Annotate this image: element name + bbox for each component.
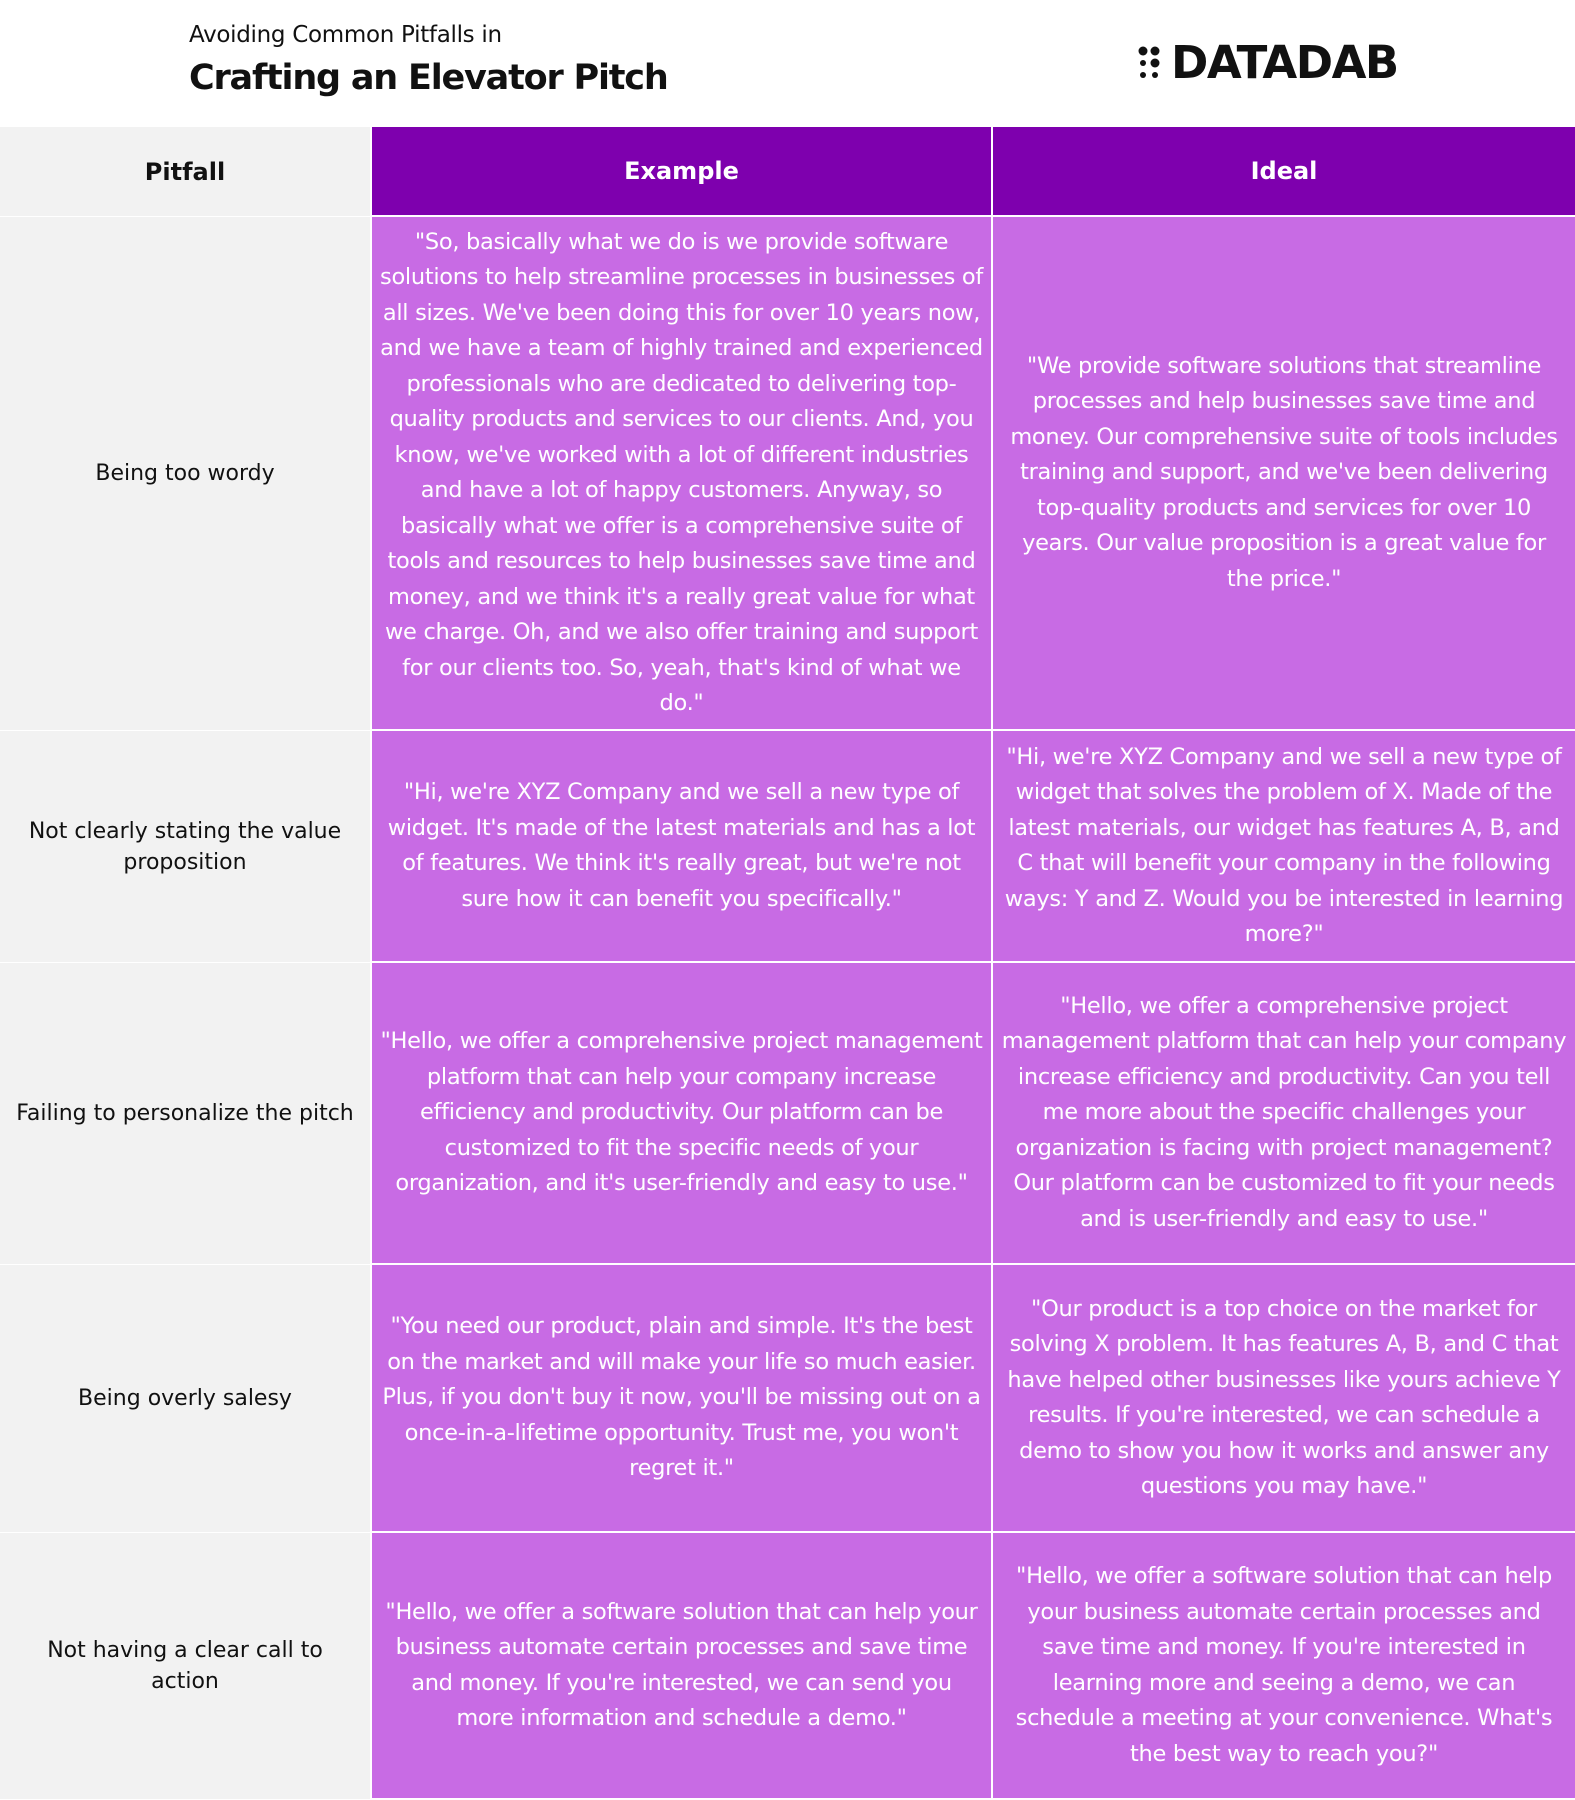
example-cell: "So, basically what we do is we provide software solutions to help streamline processes in businesses of all sizes. We've been doing this for over 10 years now, and we have a team of highly trained and experienced professionals who are dedicated to delivering top-quality products and services to our clients. And, you know, we've worked with a lot of different industries and have a lot of happy customers. Anyway, so basically what we offer is a comprehensive suite of tools and resources to help businesses save time and money, and we think it's a really great value for what we charge. Oh, and we also offer training and support for our clients too. So, yeah, that's kind of what we do."	[370, 217, 991, 731]
column-header-pitfall: Pitfall	[0, 127, 370, 217]
page-header	[0, 0, 1575, 127]
pitfalls-table	[0, 127, 1575, 1800]
example-cell: "Hello, we offer a comprehensive project management platform that can help your company increase efficiency and productivity. Our platform can be customized to fit the specific needs of your organization, and it's user-friendly and easy to use."	[370, 963, 991, 1265]
column-header-ideal: Ideal	[991, 127, 1575, 217]
logo-text: DATADAB	[1171, 36, 1398, 89]
ideal-cell: "We provide software solutions that streamline processes and help businesses save time and money. Our comprehensive suite of tools includes training and support, and we've been delivering top-quality products and services for over 10 years. Our value proposition is a great value for the price."	[991, 217, 1575, 731]
example-cell: "You need our product, plain and simple. It's the best on the market and will make your life so much easier. Plus, if you don't buy it now, you'll be missing out on a once-in-a-lifetime opportunity. Trust me, you won't regret it."	[370, 1265, 991, 1533]
pitfall-cell: Being overly salesy	[0, 1265, 370, 1533]
ideal-cell: "Hi, we're XYZ Company and we sell a new type of widget that solves the problem of X. Made of the latest materials, our widget has features A, B, and C that will benefit your company in the following ways: Y and Z. Would you be interested in learning more?"	[991, 731, 1575, 963]
page-subtitle: Avoiding Common Pitfalls in	[189, 22, 502, 48]
ideal-cell: "Hello, we offer a comprehensive project management platform that can help your company increase efficiency and productivity. Can you tell me more about the specific challenges your organization is facing with project management? Our platform can be customized to fit your needs and is user-friendly and easy to use."	[991, 963, 1575, 1265]
pitfall-cell: Being too wordy	[0, 217, 370, 731]
dots-logo-icon	[1137, 45, 1163, 81]
ideal-cell: "Hello, we offer a software solution that can help your business automate certain processes and save time and money. If you're interested in learning more and seeing a demo, we can schedule a meeting at your convenience. What's the best way to reach you?"	[991, 1533, 1575, 1800]
brand-logo	[1137, 36, 1398, 89]
pitfall-cell: Failing to personalize the pitch	[0, 963, 370, 1265]
pitfall-cell: Not having a clear call to action	[0, 1533, 370, 1800]
column-header-example: Example	[370, 127, 991, 217]
ideal-cell: "Our product is a top choice on the market for solving X problem. It has features A, B, and C that have helped other businesses like yours achieve Y results. If you're interested, we can schedule a demo to show you how it works and answer any questions you may have."	[991, 1265, 1575, 1533]
example-cell: "Hi, we're XYZ Company and we sell a new type of widget. It's made of the latest materials and has a lot of features. We think it's really great, but we're not sure how it can benefit you specifically."	[370, 731, 991, 963]
pitfall-cell: Not clearly stating the value proposition	[0, 731, 370, 963]
page-title: Crafting an Elevator Pitch	[189, 58, 668, 98]
example-cell: "Hello, we offer a software solution that can help your business automate certain processes and save time and money. If you're interested, we can send you more information and schedule a demo."	[370, 1533, 991, 1800]
